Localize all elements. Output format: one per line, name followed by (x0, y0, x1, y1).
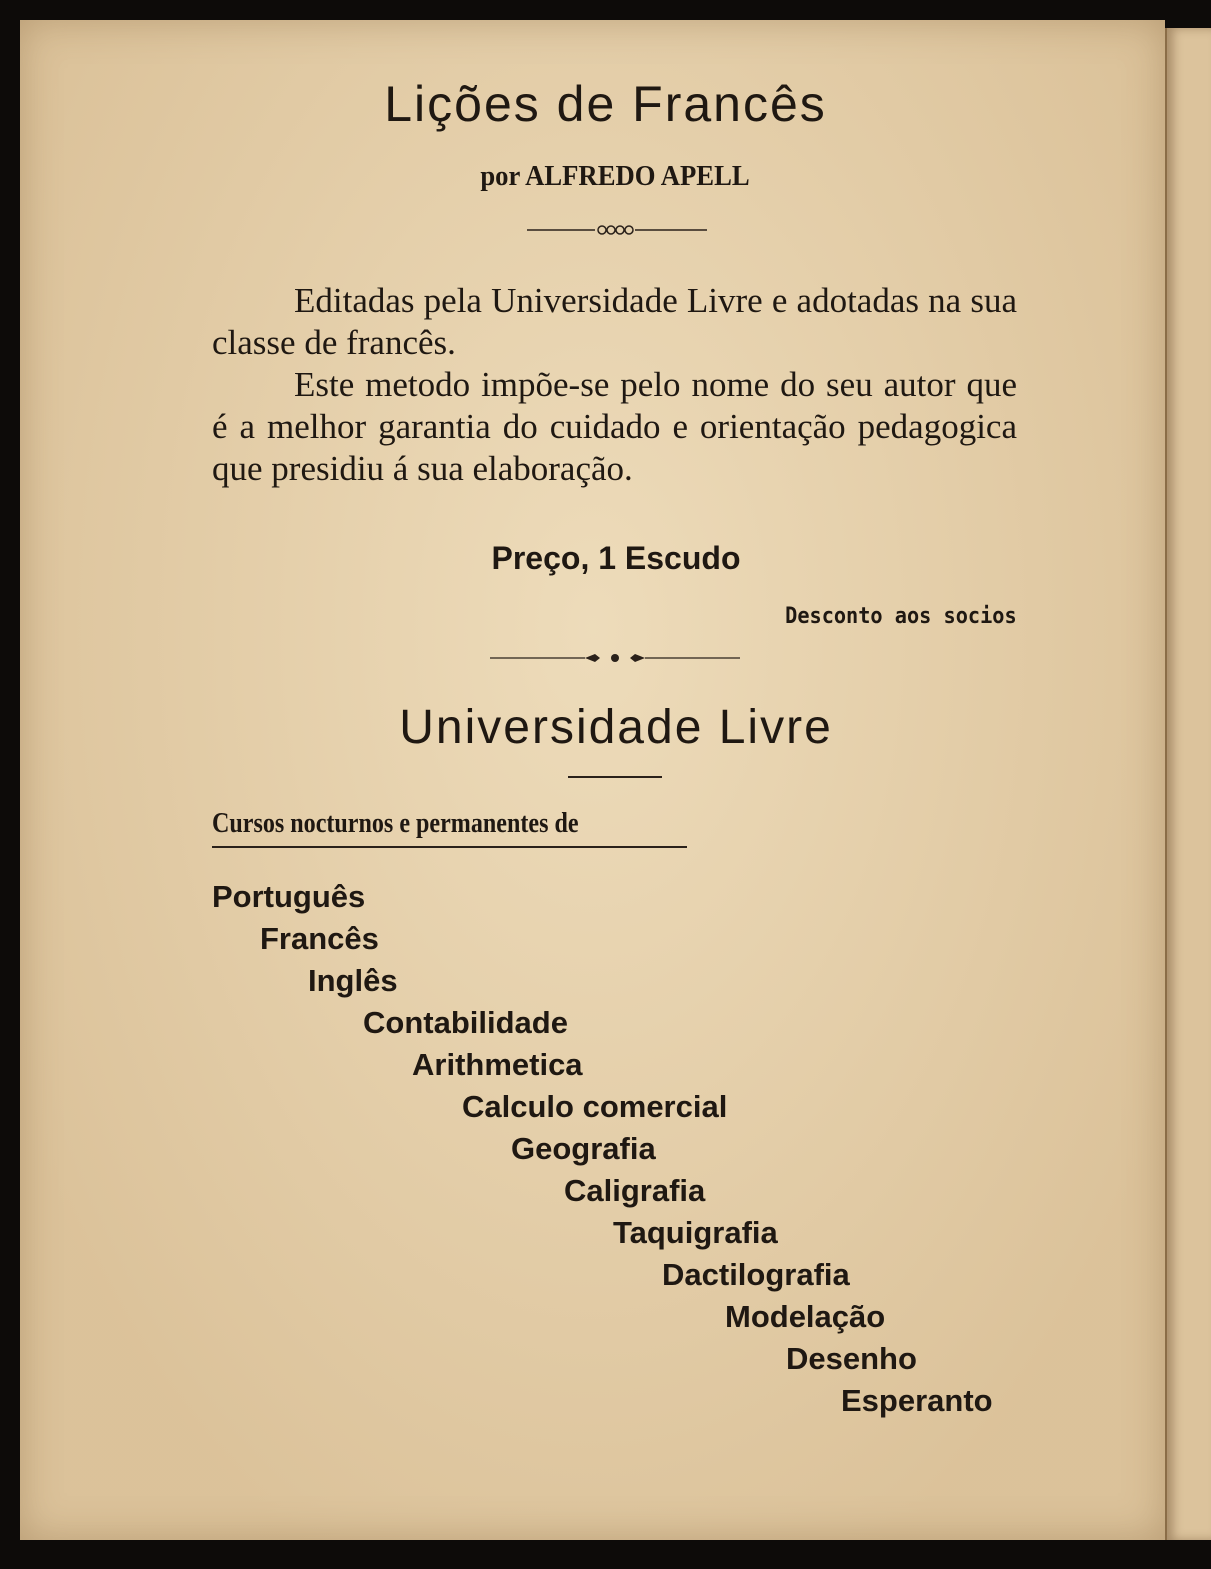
course-item: Modelação (725, 1299, 886, 1334)
price-label: Preço, 1 Escudo (491, 540, 741, 576)
course-item: Arithmetica (412, 1047, 583, 1082)
courses-heading: Cursos nocturnos e permanentes de (212, 808, 579, 839)
page-title: Lições de Francês (384, 76, 827, 132)
author-line: por ALFREDO APELL (480, 160, 750, 192)
description-paragraph-2: Este metodo impõe-se pelo nome do seu autor que é a melhor garantia do cuidado e orientação pedagogica que presidiu á sua elaboração. (212, 365, 1017, 488)
document-page (20, 20, 1165, 1540)
adjacent-page-edge (1165, 28, 1211, 1540)
course-item: Francês (260, 921, 379, 956)
course-item: Calculo comercial (462, 1089, 728, 1124)
course-item: Geografia (511, 1131, 656, 1166)
course-item: Desenho (786, 1341, 917, 1376)
course-item: Dactilografia (662, 1257, 850, 1292)
discount-note: Desconto aos socios (785, 604, 1017, 629)
title-underline (568, 776, 662, 778)
university-title: Universidade Livre (399, 701, 833, 754)
course-item: Caligrafia (564, 1173, 706, 1208)
ornament-divider (527, 222, 707, 238)
course-item: Contabilidade (363, 1005, 568, 1040)
heading-underline (212, 846, 687, 848)
course-item: Inglês (308, 963, 398, 998)
ornament-divider-2 (490, 650, 740, 666)
description-paragraph-1: Editadas pela Universidade Livre e adotadas na sua classe de francês. (212, 281, 1017, 362)
course-item: Português (212, 879, 366, 914)
course-item: Esperanto (841, 1383, 993, 1418)
description-text (212, 280, 1017, 490)
course-item: Taquigrafia (613, 1215, 778, 1250)
